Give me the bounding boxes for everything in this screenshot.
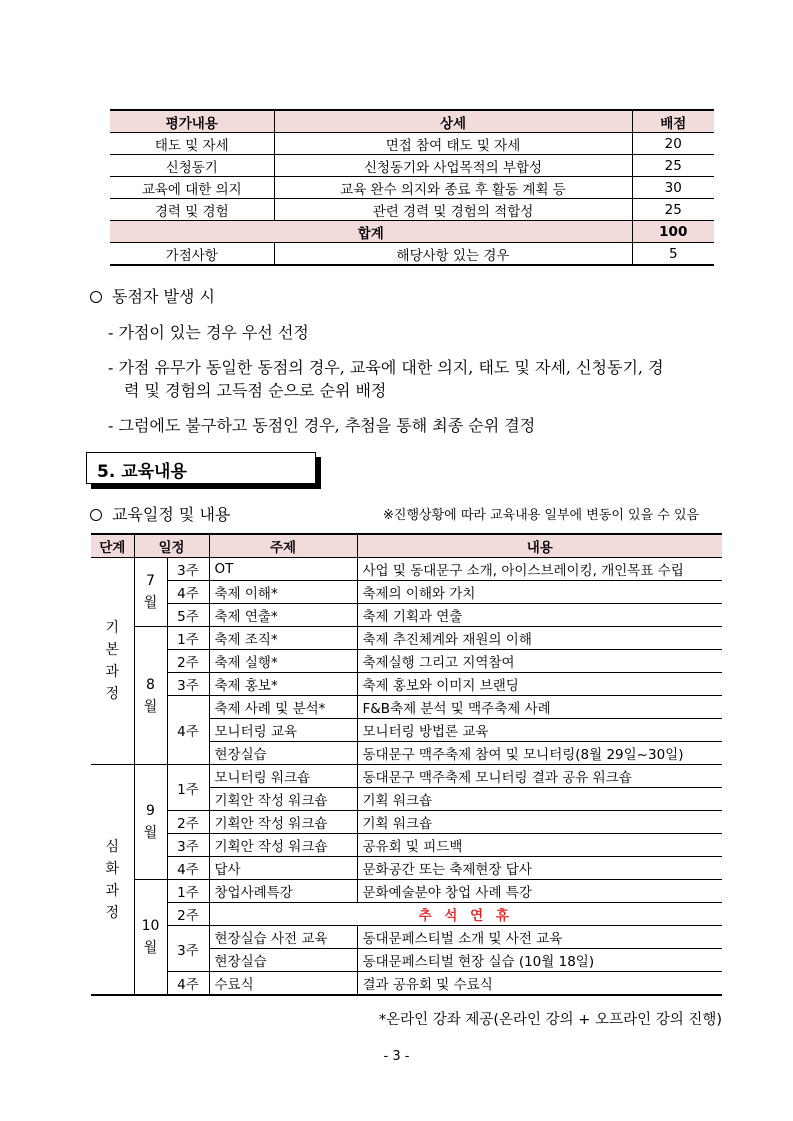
bonus-row [110,243,714,266]
bonus-detail: 해당사항 있는 경우 [274,243,632,266]
week-cell: 4주 [167,581,209,604]
content-cell: 기획 워크숍 [357,788,722,811]
evaluation-row [110,199,714,221]
table-row [91,581,722,604]
holiday-cell: 추 석 연 휴 [209,903,722,926]
content-cell: 문화예술분야 창업 사례 특강 [357,880,722,903]
topic-cell: 기획안 작성 워크숍 [209,811,357,834]
tie-rule-2-cont: 력 및 경험의 고득점 순으로 순위 배정 [124,381,387,400]
content-cell: 축제 기획과 연출 [357,604,722,627]
week-cell: 4주 [167,696,209,765]
table-row [91,834,722,857]
table-row [91,880,722,903]
topic-cell: 축제 조직* [209,627,357,650]
week-cell: 2주 [167,903,209,926]
content-cell: 모니터링 방법론 교육 [357,719,722,742]
table-row [91,857,722,880]
topic-cell: 모니터링 워크숍 [209,765,357,788]
detail-cell: 관련 경력 및 경험의 적합성 [274,199,632,221]
tie-heading: 동점자 발생 시 [90,284,215,307]
topic-cell: 창업사례특강 [209,880,357,903]
content-cell: 사업 및 동대문구 소개, 아이스브레이킹, 개인목표 수립 [357,558,722,581]
content-cell: 축제의 이해와 가치 [357,581,722,604]
score-cell: 25 [632,155,714,177]
week-cell: 3주 [167,673,209,696]
stage-deep: 심 화 과 정 [91,765,134,996]
topic-cell: 답사 [209,857,357,880]
score-cell: 25 [632,199,714,221]
page-number: - 3 - [383,1049,410,1064]
schedule-subheading: 교육일정 및 내용 [90,502,230,525]
tie-rule-2: - 가점 유무가 동일한 동점의 경우, 교육에 대한 의지, 태도 및 자세, 신청동기, 경 [108,358,664,377]
week-cell: 3주 [167,834,209,857]
criteria-cell: 태도 및 자세 [110,133,274,155]
month-9: 9 월 [134,765,167,880]
evaluation-table [110,109,714,266]
topic-cell: 모니터링 교육 [209,719,357,742]
week-cell: 1주 [167,627,209,650]
topic-cell: 현장실습 [209,742,357,765]
table-row [91,627,722,650]
topic-cell: 축제 연출* [209,604,357,627]
week-cell: 2주 [167,811,209,834]
header-stage: 단계 [91,534,134,558]
week-cell: 3주 [167,926,209,972]
topic-cell: OT [209,558,357,581]
detail-cell: 면접 참여 태도 및 자세 [274,133,632,155]
table-row [91,604,722,627]
content-cell: 축제 홍보와 이미지 브랜딩 [357,673,722,696]
schedule-table [91,533,722,996]
week-cell: 3주 [167,558,209,581]
table-row [91,673,722,696]
schedule-header-row [91,534,722,558]
total-value: 100 [632,221,714,243]
stage-basic: 기 본 과 정 [91,558,134,765]
topic-cell: 현장실습 [209,949,357,972]
week-cell: 4주 [167,972,209,996]
topic-cell: 축제 이해* [209,581,357,604]
content-cell: 문화공간 또는 축제현장 답사 [357,857,722,880]
topic-cell: 축제 사례 및 분석* [209,696,357,719]
score-cell: 20 [632,133,714,155]
section-heading [86,452,316,484]
topic-cell: 축제 홍보* [209,673,357,696]
score-cell: 30 [632,177,714,199]
evaluation-row [110,133,714,155]
table-row [91,903,722,926]
topic-cell: 현장실습 사전 교육 [209,926,357,949]
content-cell: 축제 추진체계와 재원의 이해 [357,627,722,650]
header-criteria: 평가내용 [110,110,274,133]
bonus-score: 5 [632,243,714,266]
criteria-cell: 신청동기 [110,155,274,177]
week-cell: 4주 [167,857,209,880]
bonus-label: 가점사항 [110,243,274,266]
content-cell: 공유회 및 피드백 [357,834,722,857]
section-title: 5. 교육내용 [97,462,187,482]
header-detail: 상세 [274,110,632,133]
topic-cell: 기획안 작성 워크숍 [209,788,357,811]
week-cell: 5주 [167,604,209,627]
content-cell: 축제실행 그리고 지역참여 [357,650,722,673]
evaluation-row [110,177,714,199]
total-row [110,221,714,243]
circle-bullet-icon [90,291,102,303]
circle-bullet-icon [90,509,102,521]
month-7: 7 월 [134,558,167,627]
header-topic: 주제 [209,534,357,558]
week-cell: 1주 [167,880,209,903]
week-cell: 2주 [167,650,209,673]
topic-cell: 기획안 작성 워크숍 [209,834,357,857]
table-row [91,696,722,719]
content-cell: 동대문구 맥주축제 참여 및 모니터링(8월 29일~30일) [357,742,722,765]
week-cell: 1주 [167,765,209,811]
month-10: 10 월 [134,880,167,996]
header-date: 일정 [134,534,209,558]
table-row [91,811,722,834]
detail-cell: 교육 완수 의지와 종료 후 활동 계획 등 [274,177,632,199]
footnote: *온라인 강좌 제공(온라인 강의 + 오프라인 강의 진행) [378,1012,722,1028]
evaluation-header-row [110,110,714,133]
content-cell: F&B축제 분석 및 맥주축제 사례 [357,696,722,719]
detail-cell: 신청동기와 사업목적의 부합성 [274,155,632,177]
header-score: 배점 [632,110,714,133]
topic-cell: 수료식 [209,972,357,996]
tie-rule-3: - 그럼에도 불구하고 동점인 경우, 추첨을 통해 최종 순위 결정 [108,416,536,435]
criteria-cell: 경력 및 경험 [110,199,274,221]
criteria-cell: 교육에 대한 의지 [110,177,274,199]
total-label: 합계 [110,221,632,243]
content-cell: 기획 워크숍 [357,811,722,834]
evaluation-row [110,155,714,177]
schedule-note: ※진행상황에 따라 교육내용 일부에 변동이 있을 수 있음 [383,508,700,523]
content-cell: 동대문페스티벌 현장 실습 (10월 18일) [357,949,722,972]
table-row [91,558,722,581]
content-cell: 동대문구 맥주축제 모니터링 결과 공유 워크숍 [357,765,722,788]
header-content: 내용 [357,534,722,558]
month-8: 8 월 [134,627,167,765]
table-row [91,765,722,788]
table-row [91,972,722,996]
table-row [91,926,722,949]
tie-rule-1: - 가점이 있는 경우 우선 선정 [108,323,309,342]
table-row [91,650,722,673]
content-cell: 동대문페스티벌 소개 및 사전 교육 [357,926,722,949]
content-cell: 결과 공유회 및 수료식 [357,972,722,996]
topic-cell: 축제 실행* [209,650,357,673]
